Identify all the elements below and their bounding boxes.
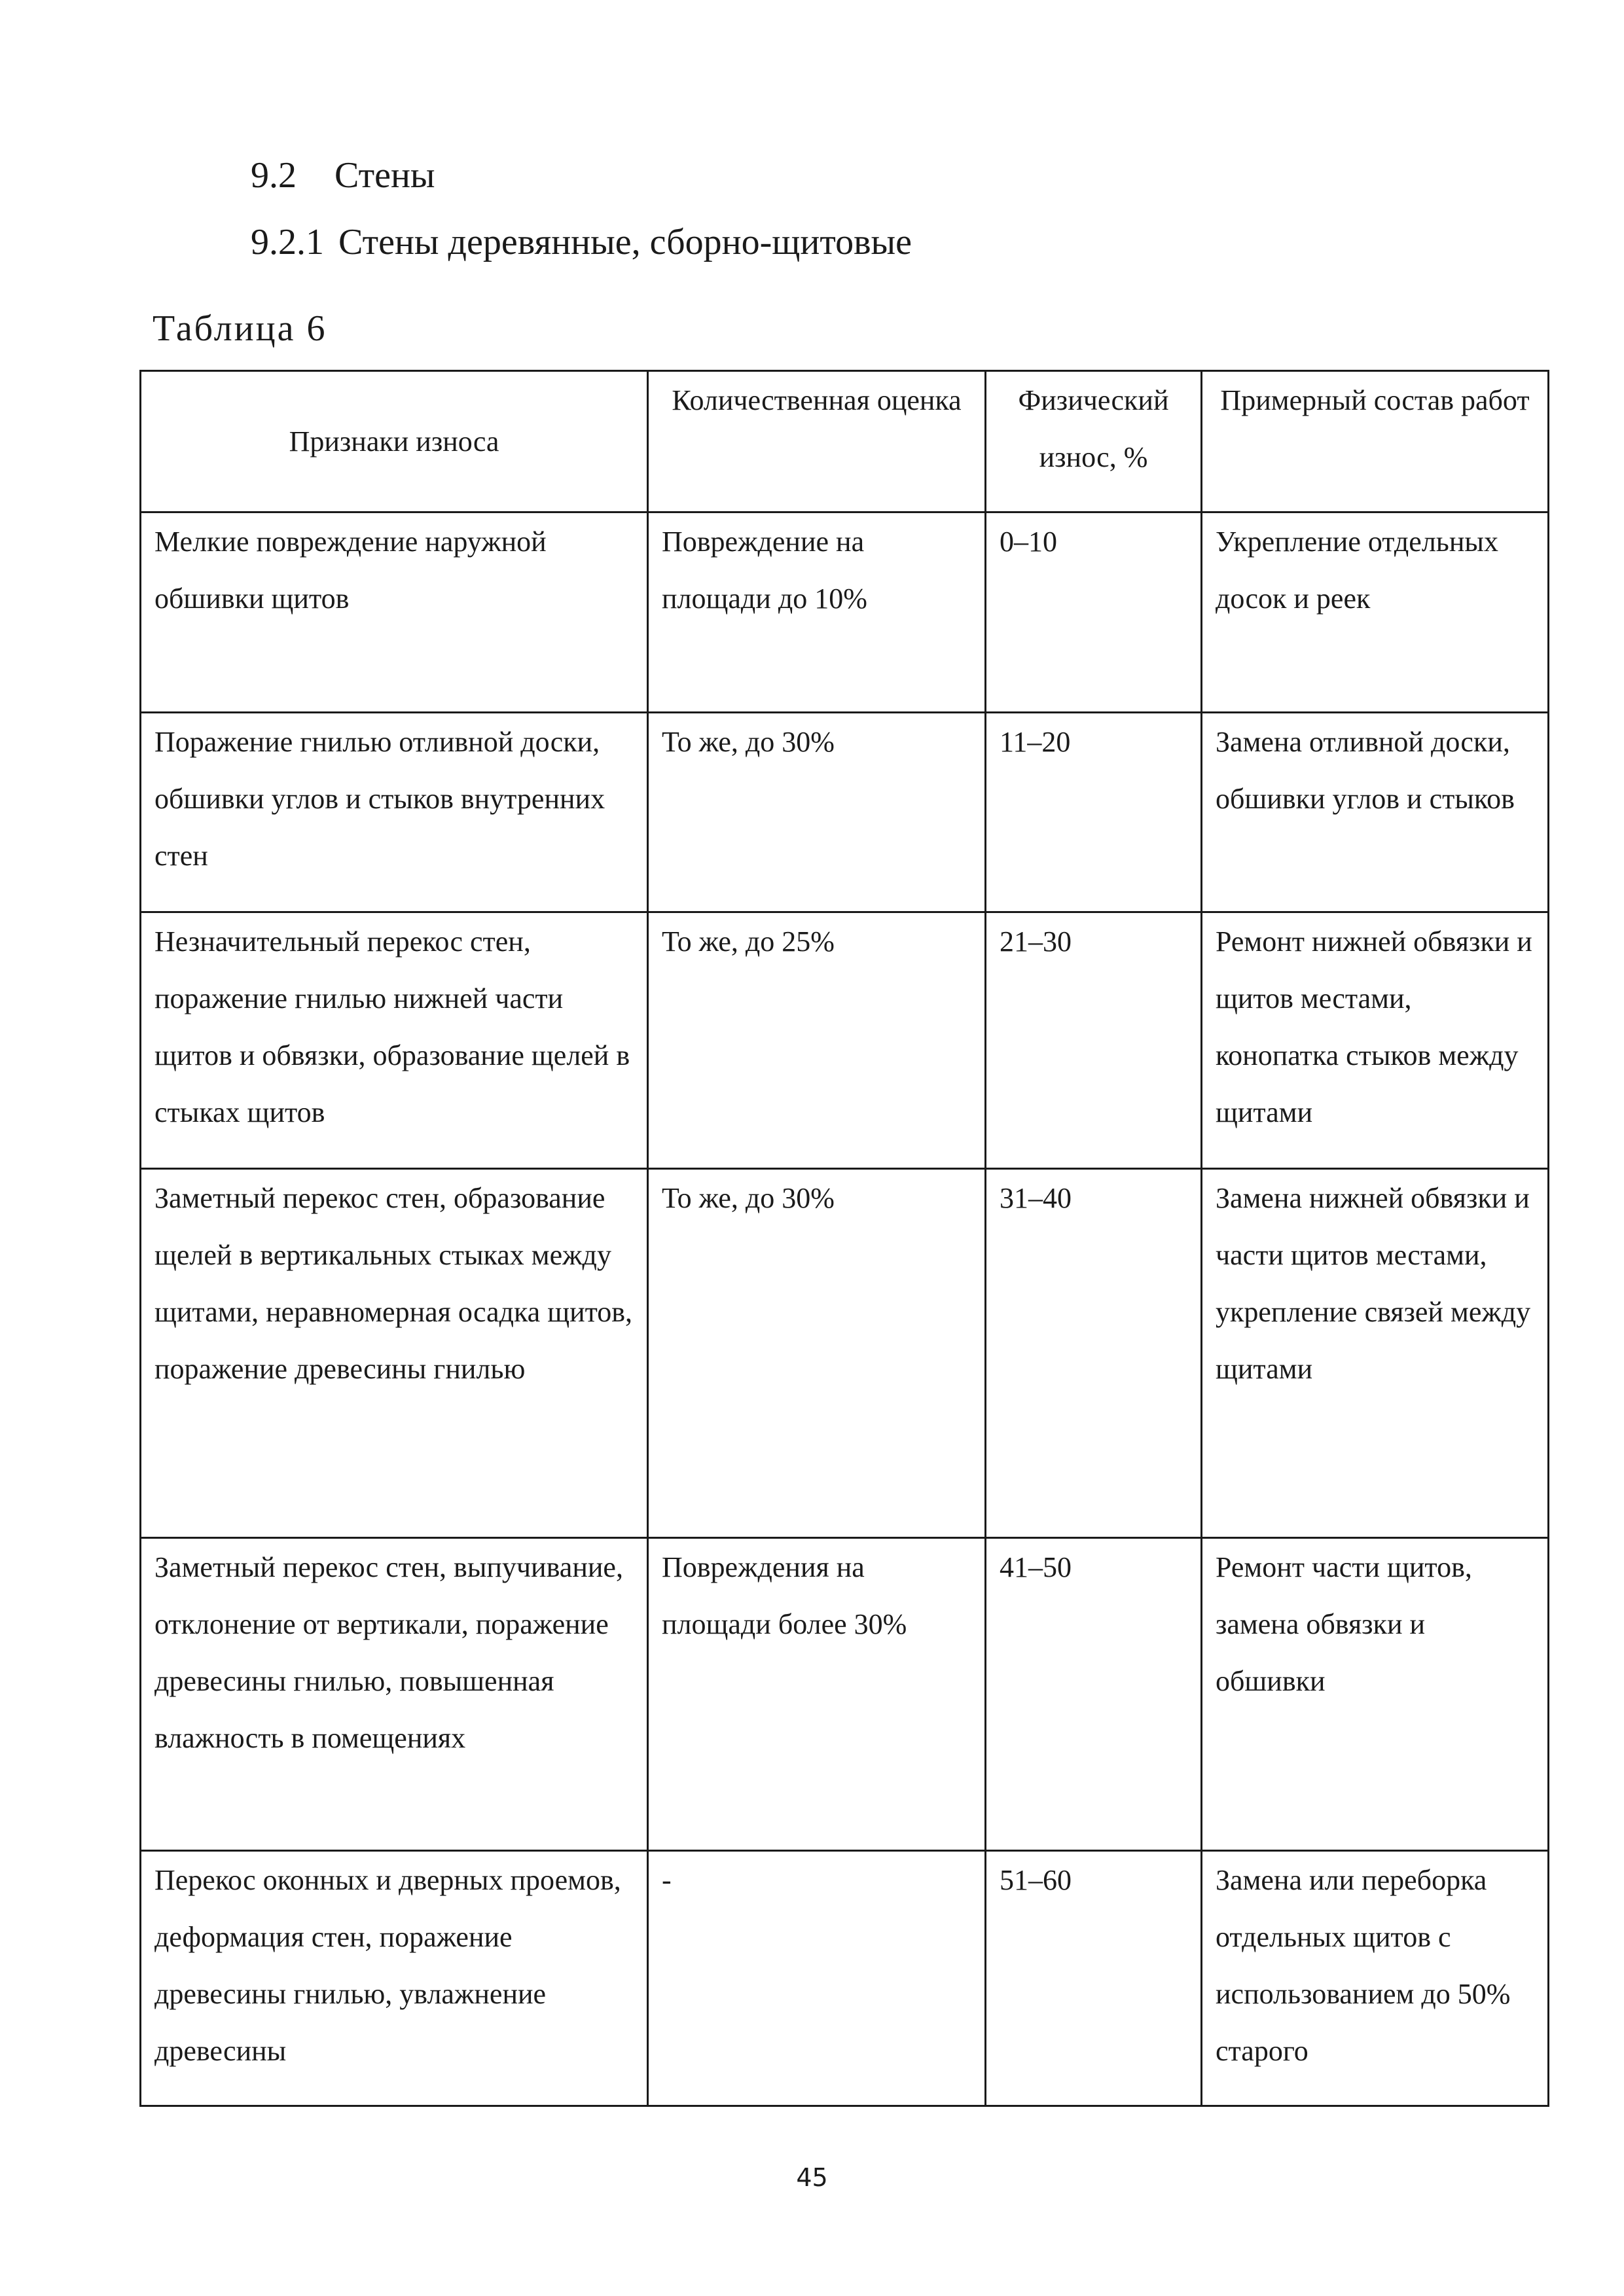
cell-wear: 21–30 <box>986 912 1202 1169</box>
section-heading <box>251 157 435 194</box>
table-row <box>141 713 1549 912</box>
subsection-number: 9.2.1 <box>251 222 324 262</box>
page-number: 45 <box>796 2163 828 2192</box>
section-title: Стены <box>334 155 435 196</box>
cell-signs: Заметный перекос стен, выпучивание, отклонение от вертикали, поражение древесины гнилью, повышенная влажность в помещениях <box>141 1538 648 1851</box>
cell-works: Замена нижней обвязки и части щитов местами, укрепление связей между щитами <box>1202 1169 1549 1538</box>
subsection-heading <box>251 224 912 260</box>
cell-signs: Незначительный перекос стен, поражение гнилью нижней части щитов и обвязки, образование щелей в стыках щитов <box>141 912 648 1169</box>
table-row <box>141 512 1549 713</box>
cell-wear: 11–20 <box>986 713 1202 912</box>
section-number: 9.2 <box>251 155 297 196</box>
cell-works: Ремонт части щитов, замена обвязки и обшивки <box>1202 1538 1549 1851</box>
table-row <box>141 1169 1549 1538</box>
column-header-wear: Физический износ, % <box>986 371 1202 512</box>
cell-works: Замена отливной доски, обшивки углов и стыков <box>1202 713 1549 912</box>
table-caption: Таблица 6 <box>153 308 327 349</box>
cell-quantitative: То же, до 25% <box>648 912 986 1169</box>
table-row <box>141 1538 1549 1851</box>
cell-signs: Заметный перекос стен, образование щелей в вертикальных стыках между щитами, неравномерная осадка щитов, поражение древесины гнилью <box>141 1169 648 1538</box>
cell-quantitative: Повреждение на площади до 10% <box>648 512 986 713</box>
column-header-signs: Признаки износа <box>141 371 648 512</box>
column-header-works: Примерный состав работ <box>1202 371 1549 512</box>
column-header-quantitative: Количественная оценка <box>648 371 986 512</box>
cell-works: Укрепление отдельных досок и реек <box>1202 512 1549 713</box>
wear-table <box>139 370 1549 2107</box>
table-header-row <box>141 371 1549 512</box>
cell-quantitative: То же, до 30% <box>648 1169 986 1538</box>
cell-quantitative: То же, до 30% <box>648 713 986 912</box>
cell-works: Замена или переборка отдельных щитов с использованием до 50% старого <box>1202 1851 1549 2106</box>
cell-wear: 41–50 <box>986 1538 1202 1851</box>
cell-signs: Мелкие повреждение наружной обшивки щитов <box>141 512 648 713</box>
cell-signs: Поражение гнилью отливной доски, обшивки углов и стыков внутренних стен <box>141 713 648 912</box>
cell-works: Ремонт нижней обвязки и щитов местами, конопатка стыков между щитами <box>1202 912 1549 1169</box>
cell-quantitative: - <box>648 1851 986 2106</box>
cell-wear: 0–10 <box>986 512 1202 713</box>
table-row <box>141 912 1549 1169</box>
table-row <box>141 1851 1549 2106</box>
cell-wear: 31–40 <box>986 1169 1202 1538</box>
cell-wear: 51–60 <box>986 1851 1202 2106</box>
cell-signs: Перекос оконных и дверных проемов, деформация стен, поражение древесины гнилью, увлажнение древесины <box>141 1851 648 2106</box>
cell-quantitative: Повреждения на площади более 30% <box>648 1538 986 1851</box>
subsection-title: Стены деревянные, сборно-щитовые <box>338 222 912 262</box>
